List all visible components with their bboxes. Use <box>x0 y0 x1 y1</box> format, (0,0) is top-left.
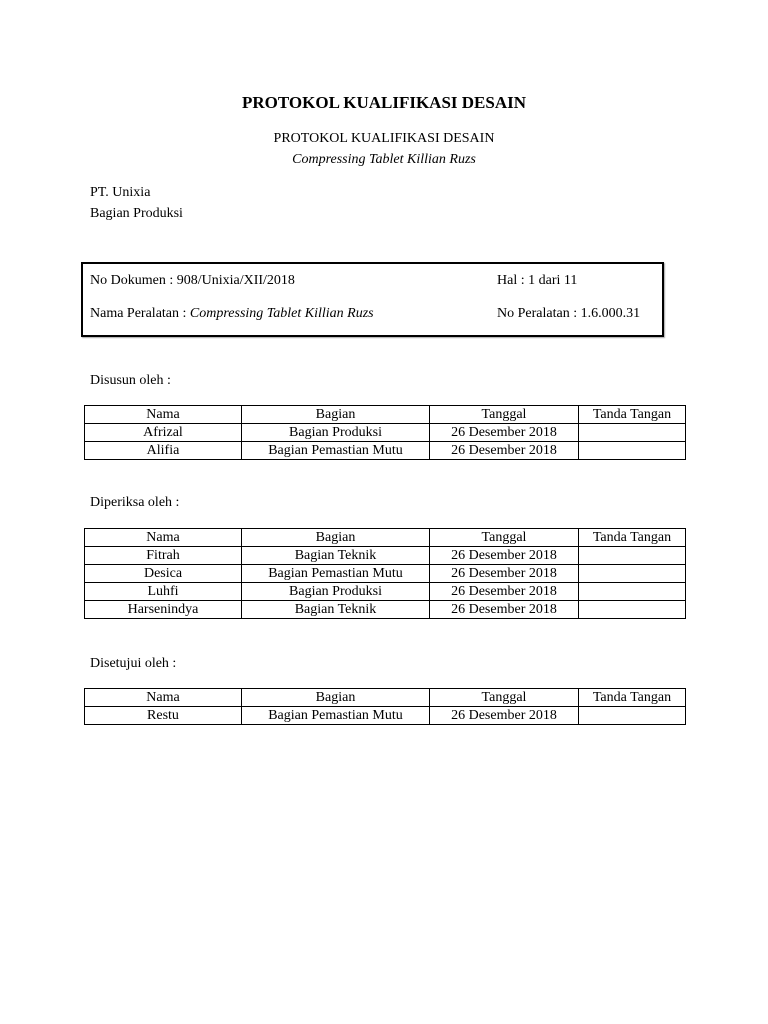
table-row <box>85 707 686 725</box>
division-cell: Bagian Pemastian Mutu <box>242 442 430 460</box>
document-subtitle: PROTOKOL KUALIFIKASI DESAIN <box>273 131 495 146</box>
division-cell: Bagian Pemastian Mutu <box>242 707 430 725</box>
signature-cell <box>579 424 686 442</box>
reviewed-by-table <box>84 528 686 619</box>
section-label-approved: Disetujui oleh : <box>90 656 177 671</box>
page-indicator: Hal : 1 dari 11 <box>497 273 578 288</box>
signature-cell <box>579 601 686 619</box>
signature-cell <box>579 547 686 565</box>
table-header-row <box>85 529 686 547</box>
header-cell: Tanda Tangan <box>579 529 686 547</box>
name-cell: Afrizal <box>85 424 242 442</box>
name-cell: Restu <box>85 707 242 725</box>
date-cell: 26 Desember 2018 <box>430 424 579 442</box>
section-label-reviewed: Diperiksa oleh : <box>90 495 180 510</box>
signature-cell <box>579 583 686 601</box>
signature-cell <box>579 565 686 583</box>
document-number: No Dokumen : 908/Unixia/XII/2018 <box>90 273 295 288</box>
header-cell: Tanda Tangan <box>579 406 686 424</box>
division-name: Bagian Produksi <box>90 206 183 221</box>
equipment-number: No Peralatan : 1.6.000.31 <box>497 306 641 321</box>
division-cell: Bagian Produksi <box>242 583 430 601</box>
name-cell: Harsenindya <box>85 601 242 619</box>
section-label-prepared: Disusun oleh : <box>90 373 171 388</box>
header-cell: Nama <box>85 406 242 424</box>
page-title: PROTOKOL KUALIFIKASI DESAIN <box>241 93 527 112</box>
header-cell: Nama <box>85 529 242 547</box>
table-row <box>85 547 686 565</box>
table-row <box>85 583 686 601</box>
header-cell: Tanggal <box>430 529 579 547</box>
header-cell: Bagian <box>242 406 430 424</box>
table-row <box>85 442 686 460</box>
equipment-name-value: Compressing Tablet Killian Ruzs <box>189 306 374 321</box>
name-cell: Desica <box>85 565 242 583</box>
date-cell: 26 Desember 2018 <box>430 583 579 601</box>
header-cell: Tanggal <box>430 406 579 424</box>
signature-cell <box>579 707 686 725</box>
date-cell: 26 Desember 2018 <box>430 565 579 583</box>
name-cell: Alifia <box>85 442 242 460</box>
header-cell: Tanda Tangan <box>579 689 686 707</box>
division-cell: Bagian Pemastian Mutu <box>242 565 430 583</box>
name-cell: Luhfi <box>85 583 242 601</box>
date-cell: 26 Desember 2018 <box>430 442 579 460</box>
header-cell: Tanggal <box>430 689 579 707</box>
signature-cell <box>579 442 686 460</box>
division-cell: Bagian Teknik <box>242 547 430 565</box>
date-cell: 26 Desember 2018 <box>430 707 579 725</box>
date-cell: 26 Desember 2018 <box>430 547 579 565</box>
table-row <box>85 424 686 442</box>
header-cell: Nama <box>85 689 242 707</box>
division-cell: Bagian Produksi <box>242 424 430 442</box>
table-row <box>85 601 686 619</box>
prepared-by-table <box>84 405 686 460</box>
equipment-name-label: Nama Peralatan : <box>90 306 190 321</box>
division-cell: Bagian Teknik <box>242 601 430 619</box>
date-cell: 26 Desember 2018 <box>430 601 579 619</box>
equipment-subtitle: Compressing Tablet Killian Ruzs <box>292 152 476 167</box>
company-name: PT. Unixia <box>90 185 151 200</box>
equipment-name <box>90 305 374 322</box>
table-header-row <box>85 689 686 707</box>
header-cell: Bagian <box>242 529 430 547</box>
approved-by-table <box>84 688 686 725</box>
header-cell: Bagian <box>242 689 430 707</box>
name-cell: Fitrah <box>85 547 242 565</box>
table-header-row <box>85 406 686 424</box>
table-row <box>85 565 686 583</box>
